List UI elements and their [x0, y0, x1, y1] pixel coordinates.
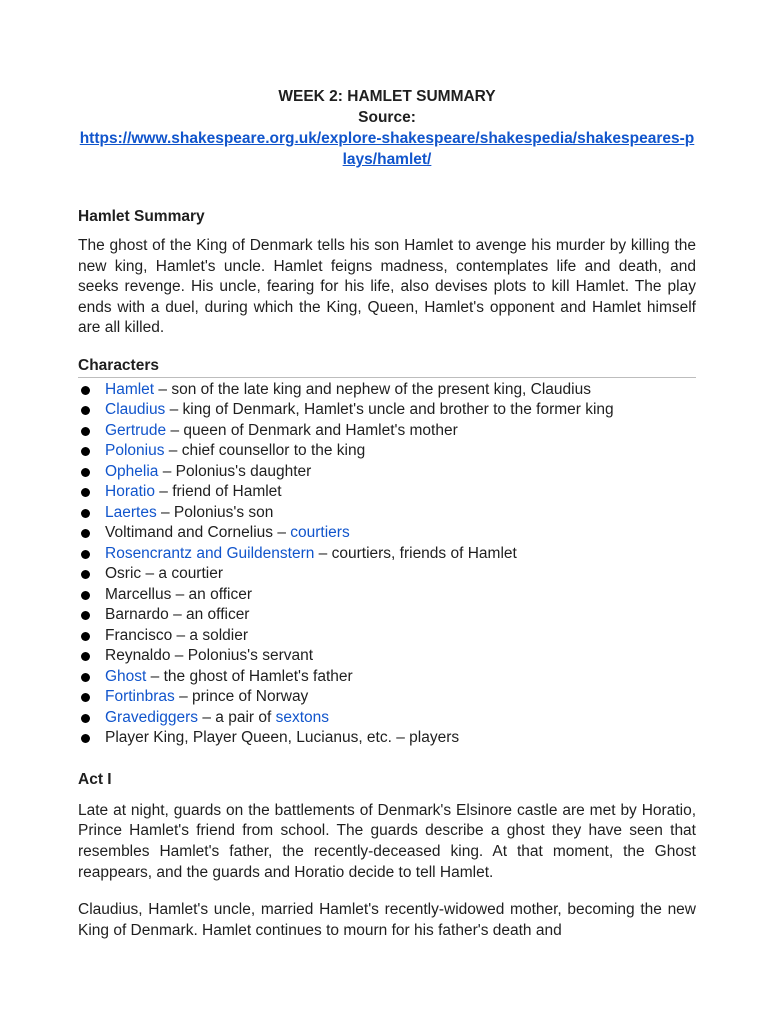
act1-heading: Act I — [78, 770, 112, 788]
list-item — [78, 482, 696, 503]
bullet-icon — [81, 386, 90, 395]
bullet-icon — [81, 468, 90, 477]
document-header — [78, 86, 696, 170]
bullet-icon — [81, 447, 90, 456]
item-desc: – the ghost of Hamlet's father — [146, 667, 353, 685]
item-desc: – Polonius's daughter — [158, 462, 312, 480]
character-link[interactable]: Laertes — [105, 503, 157, 521]
item-pre: Player King, Player Queen, Lucianus, etc. – players — [105, 729, 460, 746]
list-item — [78, 523, 696, 544]
item-desc: – prince of Norway — [174, 688, 309, 705]
character-link[interactable]: Gravediggers — [105, 708, 199, 726]
list-item — [78, 503, 696, 524]
list-item — [78, 605, 696, 626]
document-title: WEEK 2: HAMLET SUMMARY — [278, 88, 496, 105]
bullet-icon — [81, 652, 90, 661]
list-item — [78, 626, 696, 647]
item-desc: – Polonius's son — [156, 503, 274, 521]
source-link[interactable]: https://www.shakespeare.org.uk/explore-shakespeare/shakespedia/shakespeares-plays/hamlet/ — [79, 130, 695, 168]
bullet-icon — [81, 550, 90, 559]
item-desc: – courtiers, friends of Hamlet — [314, 544, 517, 562]
item-desc: – queen of Denmark and Hamlet's mother — [166, 421, 458, 439]
item-desc: – chief counsellor to the king — [164, 442, 366, 459]
list-item — [78, 728, 696, 749]
character-link[interactable]: Ophelia — [105, 462, 159, 480]
character-link[interactable]: Hamlet — [105, 380, 155, 398]
source-label: Source: — [358, 109, 416, 126]
list-item — [78, 667, 696, 688]
characters-list — [78, 380, 696, 749]
character-link[interactable]: Rosencrantz and Guildenstern — [105, 544, 315, 562]
characters-heading: Characters — [78, 356, 696, 378]
list-item — [78, 380, 696, 401]
character-link[interactable]: Claudius — [105, 401, 166, 418]
act1-paragraph: Claudius, Hamlet's uncle, married Hamlet's recently-widowed mother, becoming the new King of Denmark. Hamlet continues to mourn for his father's death and — [78, 901, 696, 940]
summary-paragraph: The ghost of the King of Denmark tells his son Hamlet to avenge his murder by killing the new king, Hamlet's uncle. Hamlet feigns madness, contemplates life and death, and seeks revenge. His uncle, fearing for his life, also devises plots to kill Hamlet. The play ends with a duel, during which the King, Queen, Hamlet's opponent and Hamlet himself are all killed. — [78, 237, 696, 336]
bullet-icon — [81, 611, 90, 620]
bullet-icon — [81, 509, 90, 518]
list-item — [78, 421, 696, 442]
term-link[interactable]: sextons — [275, 708, 330, 726]
item-pre: Francisco – a soldier — [105, 626, 249, 644]
character-link[interactable]: Gertrude — [105, 421, 167, 439]
bullet-icon — [81, 591, 90, 600]
list-item — [78, 646, 696, 667]
list-item — [78, 441, 696, 462]
item-desc: – friend of Hamlet — [154, 483, 282, 500]
bullet-icon — [81, 529, 90, 538]
item-pre: Barnardo – an officer — [105, 606, 250, 623]
list-item — [78, 585, 696, 606]
item-pre: Voltimand and Cornelius – — [105, 524, 291, 541]
bullet-icon — [81, 673, 90, 682]
character-link[interactable]: Horatio — [105, 483, 155, 500]
item-desc: – son of the late king and nephew of the present king, Claudius — [154, 380, 591, 398]
list-item — [78, 462, 696, 483]
list-item — [78, 400, 696, 421]
item-pre: Reynaldo – Polonius's servant — [105, 647, 314, 664]
bullet-icon — [81, 570, 90, 579]
bullet-icon — [81, 734, 90, 743]
item-pre: Marcellus – an officer — [105, 585, 253, 603]
list-item — [78, 564, 696, 585]
bullet-icon — [81, 406, 90, 415]
bullet-icon — [81, 632, 90, 641]
bullet-icon — [81, 488, 90, 497]
bullet-icon — [81, 427, 90, 436]
bullet-icon — [81, 693, 90, 702]
character-link[interactable]: Fortinbras — [105, 688, 175, 705]
item-pre: Osric – a courtier — [105, 565, 224, 582]
character-link[interactable]: Ghost — [105, 667, 147, 685]
bullet-icon — [81, 714, 90, 723]
list-item — [78, 708, 696, 729]
document-page — [78, 86, 696, 942]
term-link[interactable]: courtiers — [290, 524, 350, 541]
list-item — [78, 544, 696, 565]
act1-paragraph: Late at night, guards on the battlements of Denmark's Elsinore castle are met by Horatio, Prince Hamlet's friend from school. The guards describe a ghost they have seen that resembles Hamlet's father, the recently-deceased king. At that moment, the Ghost reappears, and the guards and Horatio decide to tell Hamlet. — [78, 801, 696, 881]
summary-heading: Hamlet Summary — [78, 208, 205, 225]
item-desc: – king of Denmark, Hamlet's uncle and brother to the former king — [165, 401, 614, 418]
list-item — [78, 687, 696, 708]
character-link[interactable]: Polonius — [105, 442, 165, 459]
item-desc: – a pair of — [198, 708, 276, 726]
